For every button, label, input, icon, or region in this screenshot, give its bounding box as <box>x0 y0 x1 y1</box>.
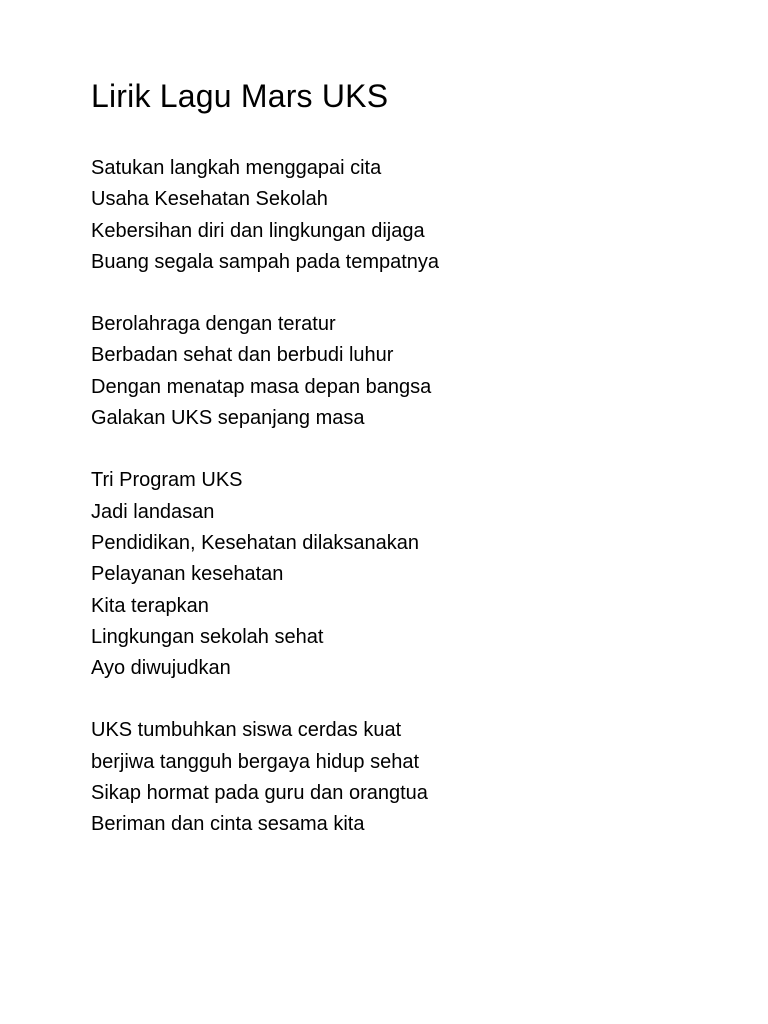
lyrics-body <box>91 153 731 872</box>
lyric-line: Satukan langkah menggapai cita <box>91 157 382 179</box>
stanza-1 <box>91 153 731 278</box>
lyric-line: Sikap hormat pada guru dan orangtua <box>91 782 428 805</box>
lyric-line: UKS tumbuhkan siswa cerdas kuat <box>91 719 402 742</box>
lyric-line: Kita terapkan <box>91 594 209 617</box>
document-title: Lirik Lagu Mars UKS <box>91 78 389 114</box>
lyric-line: Usaha Kesehatan Sekolah <box>91 188 328 211</box>
stanza-3 <box>91 465 731 684</box>
lyric-line: Berolahraga dengan teratur <box>91 313 336 336</box>
lyric-line: Jadi landasan <box>91 500 215 523</box>
lyric-line: Berbadan sehat dan berbudi luhur <box>91 344 394 367</box>
lyric-line: Tri Program UKS <box>91 469 243 492</box>
lyric-line: Lingkungan sekolah sehat <box>91 625 324 648</box>
lyric-line: Ayo diwujudkan <box>91 657 231 680</box>
lyric-line: Buang segala sampah pada tempatnya <box>91 250 440 273</box>
lyric-line: Galakan UKS sepanjang masa <box>91 407 365 430</box>
lyric-line: Kebersihan diri dan lingkungan dijaga <box>91 219 425 242</box>
lyric-line: Pelayanan kesehatan <box>91 563 284 586</box>
lyric-line: berjiwa tangguh bergaya hidup sehat <box>91 750 420 773</box>
lyric-line: Beriman dan cinta sesama kita <box>91 813 365 836</box>
stanza-2 <box>91 309 731 434</box>
lyric-line: Pendidikan, Kesehatan dilaksanakan <box>91 531 420 554</box>
lyric-line: Dengan menatap masa depan bangsa <box>91 375 432 398</box>
stanza-4 <box>91 715 731 840</box>
